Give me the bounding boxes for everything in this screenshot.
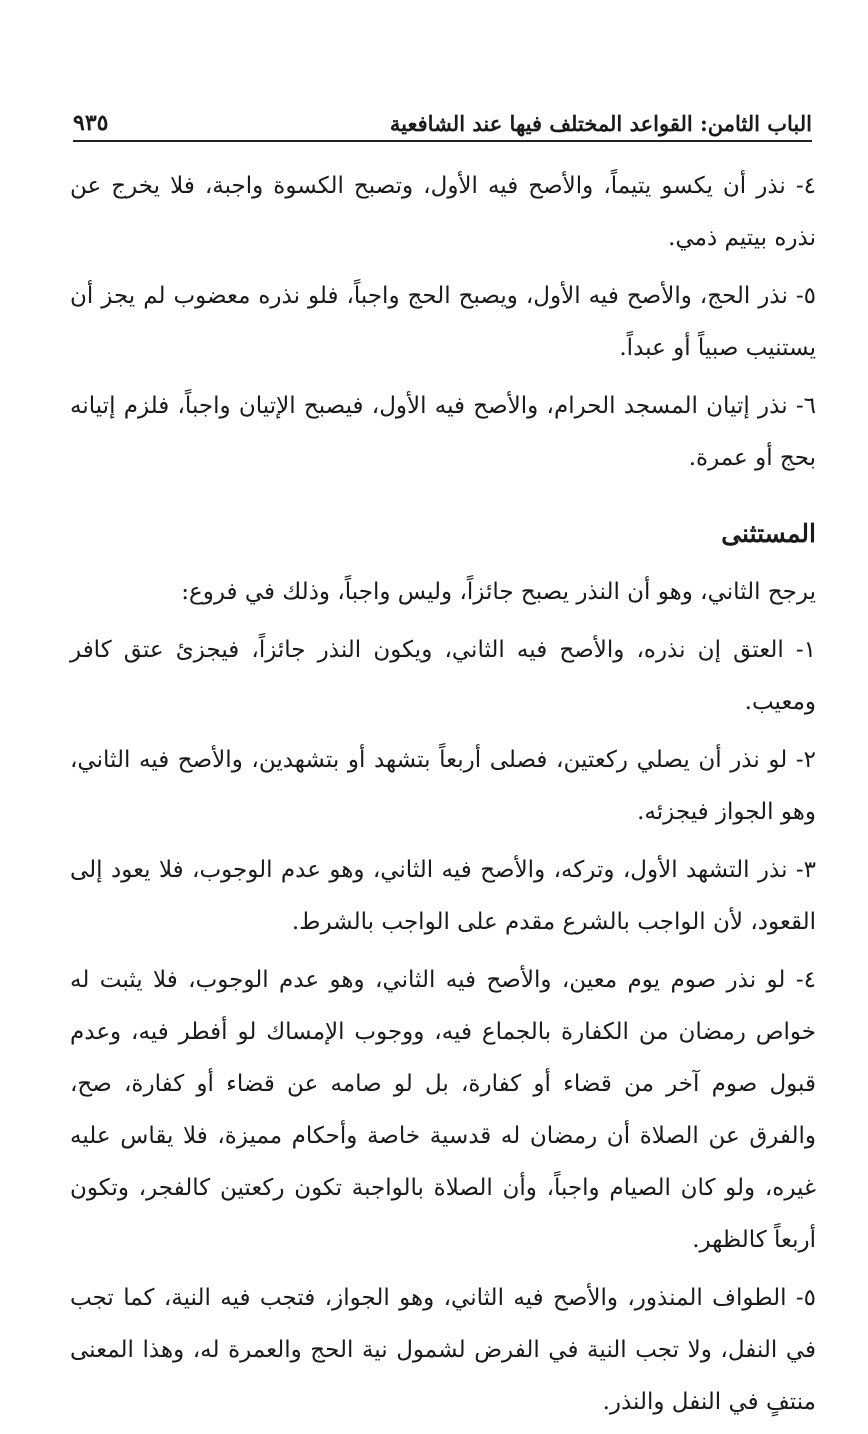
exception-item-2: ٢- لو نذر أن يصلي ركعتين، فصلى أربعاً بتشهد أو بتشهدين، والأصح فيه الثاني، وهو الجواز فيجزئه. bbox=[70, 747, 816, 825]
page-number: ٩٣٥ bbox=[73, 110, 109, 136]
section-intro: يرجح الثاني، وهو أن النذر يصبح جائزاً، وليس واجباً، وذلك في فروع: bbox=[181, 579, 816, 605]
paragraph-item-4: ٤- نذر أن يكسو يتيماً، والأصح فيه الأول، وتصبح الكسوة واجبة، فلا يخرج عن نذره بيتيم ذمي. bbox=[70, 173, 816, 251]
paragraph-item-5: ٥- نذر الحج، والأصح فيه الأول، ويصبح الحج واجباً، فلو نذره معضوب لم يجز أن يستنيب صبياً أو عبداً. bbox=[70, 283, 816, 361]
exception-item-3: ٣- نذر التشهد الأول، وتركه، والأصح فيه الثاني، وهو عدم الوجوب، فلا يعود إلى القعود، لأن الواجب بالشرع مقدم على الواجب بالشرط. bbox=[70, 857, 816, 935]
section-heading: المستثنى bbox=[721, 519, 816, 548]
chapter-title: الباب الثامن: القواعد المختلف فيها عند الشافعية bbox=[389, 111, 812, 136]
exception-item-5: ٥- الطواف المنذور، والأصح فيه الثاني، وهو الجواز، فتجب فيه النية، كما تجب في النفل، ولا تجب النية في الفرض لشمول نية الحج والعمرة له، وهذا المعنى منتفٍ في النفل والنذر. bbox=[70, 1285, 816, 1415]
exception-item-4: ٤- لو نذر صوم يوم معين، والأصح فيه الثاني، وهو عدم الوجوب، فلا يثبت له خواص رمضان من الكفارة بالجماع فيه، ووجوب الإمساك لو أفطر فيه، وعدم قبول صوم آخر من قضاء أو كفارة، بل لو صامه عن قضاء أو كفارة، صح، والفرق عن الصلاة أن رمضان له قدسية خاصة وأحكام مميزة، فلا يقاس عليه غيره، ولو كان الصيام واجباً، وأن الصلاة بالواجبة تكون ركعتين كالفجر، وتكون أربعاً كالظهر. bbox=[70, 967, 816, 1253]
exception-item-1: ١- العتق إن نذره، والأصح فيه الثاني، ويكون النذر جائزاً، فيجزئ عتق كافر ومعيب. bbox=[70, 637, 816, 715]
running-header bbox=[73, 100, 812, 142]
paragraph-item-6: ٦- نذر إتيان المسجد الحرام، والأصح فيه الأول، فيصبح الإتيان واجباً، فلزم إتيانه بحج أو عمرة. bbox=[70, 393, 816, 471]
body-text bbox=[70, 160, 816, 1434]
